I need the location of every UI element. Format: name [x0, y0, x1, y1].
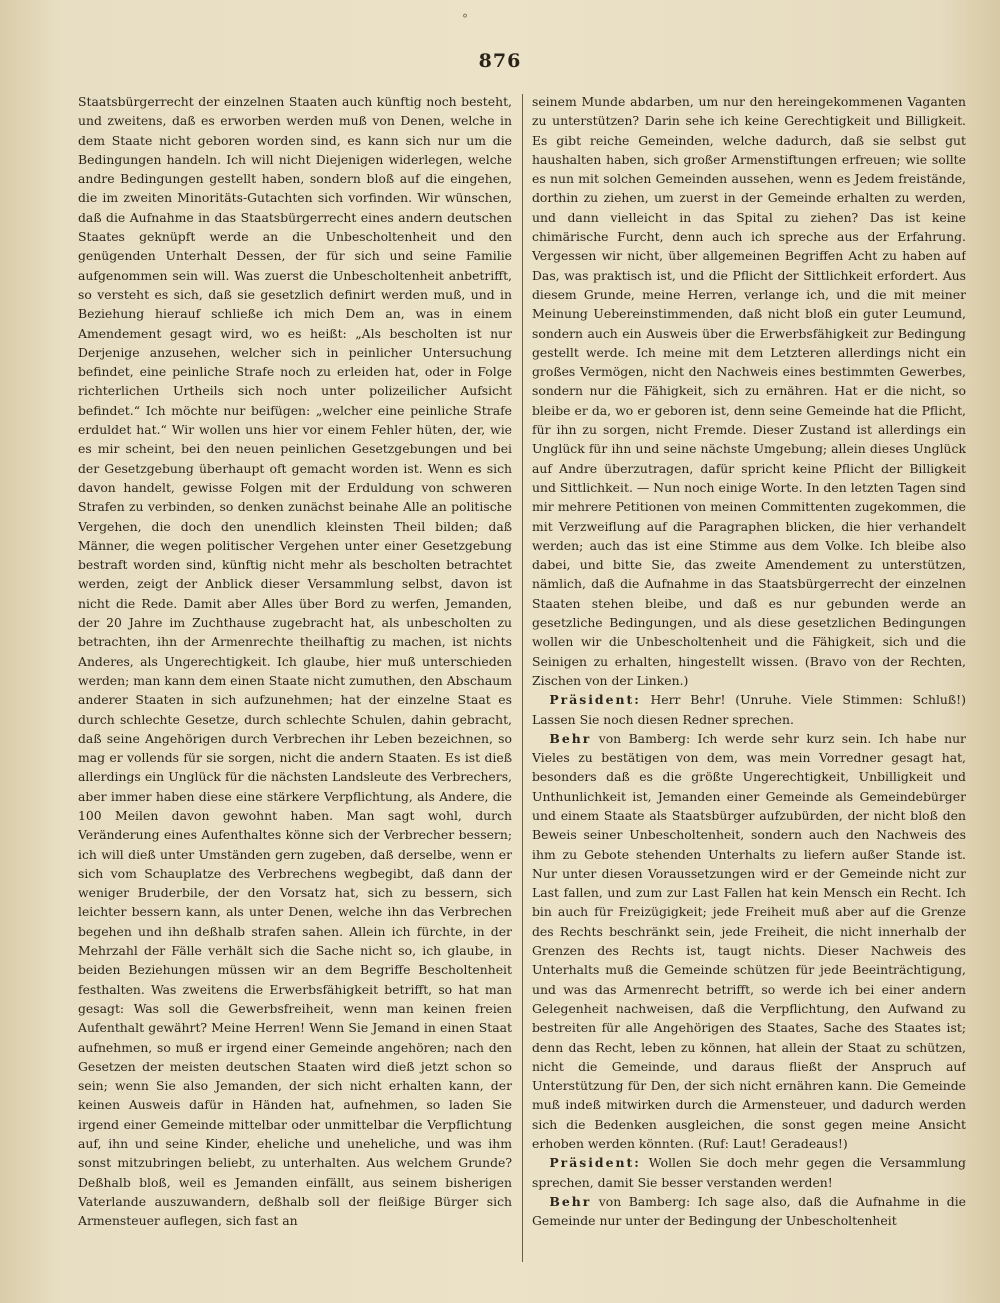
speech-text: Herr Behr! (Unruhe. Viele Stimmen: Schluß!) Lassen Sie noch diesen Redner sprechen. [532, 692, 966, 727]
page-number: 876 [478, 50, 522, 72]
right-column [532, 92, 966, 1267]
column-divider [522, 94, 523, 1262]
paragraph: Staatsbürgerrecht der einzelnen Staaten auch künftig noch besteht, und zweitens, daß es erworben werden muß von Denen, welche in dem Staate nicht geboren worden sind, es kann sich nur um die Bedingungen handeln. Ich will nicht Diejenigen widerlegen, welche andre Bedingungen gestellt haben, sondern bloß auf die eingehen, die im zweiten Minoritäts-Gutachten sich vorfinden. Wir wünschen, daß die Aufnahme in das Staatsbürgerrecht eines andern deutschen Staates geknüpft werde an die Unbescholtenheit und den genügenden Unterhalt Dessen, der für sich und seine Familie aufgenommen sein will. Was zuerst die Unbescholtenheit anbetrifft, so versteht es sich, daß sie gesetzlich definirt werden muß, und in Beziehung hierauf schließe ich mich Dem an, was in einem Amendement gesagt wird, wo es heißt: „Als bescholten ist nur Derjenige anzusehen, welcher sich in peinlicher Untersuchung befindet, eine peinliche Strafe noch zu erleiden hat, oder in Folge richterlichen Urtheils sich noch unter polizeilicher Aufsicht befindet.“ Ich möchte nur beifügen: „welcher eine peinliche Strafe erduldet hat.“ Wir wollen uns hier vor einem Fehler hüten, der, wie es mir scheint, bei den neuen peinlichen Gesetzgebungen und bei der Gesetzgebung überhaupt oft gemacht worden ist. Wenn es sich davon handelt, gewisse Folgen mit der Erduldung von schweren Strafen zu verbinden, so denken zunächst beinahe Alle an politische Vergehen, die doch den unendlich kleinsten Theil bilden; daß Männer, die wegen politischer Vergehen unter einer Gesetzgebung bestraft worden sind, künftig nicht mehr als bescholten betrachtet werden, zeigt der Anblick dieser Versammlung selbst, davon ist nicht die Rede. Damit aber Alles über Bord zu werfen, Jemanden, der 20 Jahre im Zuchthause zugebracht hat, als unbescholten zu betrachten, ihn der Armenrechte theilhaftig zu machen, ist nichts Anderes, als Ungerechtigkeit. Ich glaube, hier muß unterschieden werden; man kann dem einen Staate nicht zumuthen, den Abschaum anderer Staaten in sich aufzunehmen; hat der einzelne Staat es durch schlechte Gesetze, durch schlechte Schulen, dahin gebracht, daß seine Angehörigen durch Verbrechen ihr Leben bezeichnen, so mag er vollends für sie sorgen, nicht die andern Staaten. Es ist dieß allerdings ein Unglück für die nächsten Landsleute des Verbrechers, aber immer haben diese eine stärkere Verpflichtung, als Andere, die 100 Meilen davon gewohnt haben. Man sagt wohl, durch Veränderung eines Aufenthaltes könne sich der Verbrecher bessern; ich will dieß unter Umständen gern zugeben, daß derselbe, wenn er sich vom Schauplatze des Verbrechens wegbegibt, daß dann der weniger Bruderbile, der den Vorsatz hat, sich zu bessern, sich leichter bessern kann, als unter Denen, welche ihn das Verbrechen begehen und ihn deßhalb strafen sahen. Allein ich fürchte, in der Mehrzahl der Fälle verhält sich die Sache nicht so, ich glaube, in beiden Beziehungen müssen wir an dem Begriffe Bescholtenheit festhalten. Was zweitens die Erwerbsfähigkeit betrifft, so hat man gesagt: Was soll die Gewerbsfreiheit, wenn man keinen freien Aufenthalt gewährt? Meine Herren! Wenn Sie Jemand in einen Staat aufnehmen, so muß er irgend einer Gemeinde angehören; nach den Gesetzen der meisten deutschen Staaten wird dieß jetzt schon so sein; wenn Sie also Jemanden, der sich nicht erhalten kann, der keinen Ausweis dafür in Händen hat, aufnehmen, so laden Sie irgend einer Gemeinde mittelbar oder unmittelbar die Verpflichtung auf, ihn und seine Kinder, eheliche und uneheliche, und was ihm sonst mitzubringen beliebt, zu unterhalten. Aus welchem Grunde? Deßhalb bloß, weil es Jemanden einfällt, aus seinem bisherigen Vaterlande auszuwandern, deßhalb soll der fleißige Bürger sich Armensteuer auflegen, sich fast an [78, 94, 512, 1229]
speech-text: von Bamberg: Ich werde sehr kurz sein. Ich habe nur Vieles zu bestätigen von dem, was mein Vorredner gesagt hat, besonders daß es die größte Ungerechtigkeit, Unbilligkeit und Unthunlichkeit ist, Jemanden einer Gemeinde als Gemeindebürger und einem Staate als Staatsbürger aufzubürden, der nicht bloß den Beweis seiner Unbescholtenheit, sondern auch den Nachweis des ihm zu Gebote stehenden Unterhalts zu liefern außer Stande ist. Nur unter diesen Voraussetzungen wird er der Gemeinde nicht zur Last fallen, und zum zur Last Fallen hat kein Mensch ein Recht. Ich bin auch für Freizügigkeit; jede Freiheit muß aber auf die Grenze des Rechts beschränkt sein, jede Freiheit, die nicht innerhalb der Grenzen des Rechts ist, taugt nichts. Dieser Nachweis des Unterhalts muß die Gemeinde schützen für jede Beeinträchtigung, und was das Armenrecht betrifft, so werde ich bei einer andern Gelegenheit nachweisen, daß die Verpflichtung, den Aufwand zu bestreiten für alle Angehörigen des Staates, Sache des Staates ist; denn das Recht, leben zu können, hat allein der Staat zu schützen, nicht die Gemeinde, und daraus fließt der Anspruch auf Unterstützung für Den, der sich nicht ernähren kann. Die Gemeinde muß indeß mitwirken durch die Armensteuer, und dadurch werden sich die Bedenken ausgleichen, die sonst gegen meine Ansicht erhoben werden könnten. (Ruf: Laut! Geradeaus!) [532, 730, 966, 1152]
speech-paragraph [532, 1192, 966, 1231]
top-mark: ° [462, 12, 468, 26]
speech-text: Wollen Sie doch mehr gegen die Versammlung sprechen, damit Sie besser verstanden werden! [532, 1155, 966, 1190]
speech-paragraph [532, 729, 966, 1154]
speaker-name: Präsident: [549, 692, 641, 708]
speech-paragraph [532, 690, 966, 729]
speaker-name: Präsident: [549, 1155, 641, 1171]
speaker-name: Behr [549, 730, 592, 746]
speech-text: von Bamberg: Ich sage also, daß die Aufnahme in die Gemeinde nur unter der Bedingung der Unbescholtenheit [532, 1193, 966, 1229]
speaker-name: Behr [549, 1193, 592, 1209]
speech-paragraph [532, 1153, 966, 1192]
paragraph: seinem Munde abdarben, um nur den hereingekommenen Vaganten zu unterstützen? Darin sehe ich keine Gerechtigkeit und Billigkeit. Es gibt reiche Gemeinden, welche dadurch, daß sie selbst gut haushalten haben, sich großer Armenstiftungen erfreuen; wie sollte es nun mit solchen Gemeinden aussehen, wenn es Jedem freistände, dorthin zu ziehen, um zuerst in der Gemeinde erhalten zu werden, und dann vielleicht in das Spital zu ziehen? Das ist keine chimärische Furcht, denn auch ich spreche aus der Erfahrung. Vergessen wir nicht, über allgemeinen Begriffen Acht zu haben auf Das, was praktisch ist, und die Pflicht der Sittlichkeit erfordert. Aus diesem Grunde, meine Herren, verlange ich, und die mit meiner Meinung Uebereinstimmenden, daß nicht bloß ein guter Leumund, sondern auch ein Ausweis über die Erwerbsfähigkeit zur Bedingung gestellt werde. Ich meine mit dem Letzteren allerdings nicht ein großes Vermögen, nicht den Nachweis eines bestimmten Gewerbes, sondern nur die Fähigkeit, sich zu ernähren. Hat er die nicht, so bleibe er da, wo er geboren ist, denn seine Gemeinde hat die Pflicht, für ihn zu sorgen, nicht Fremde. Dieser Zustand ist allerdings ein Unglück für ihn und seine nächste Umgebung; allein dieses Unglück auf Andre überzutragen, dafür spricht keine Pflicht der Billigkeit und Sittlichkeit. — Nun noch einige Worte. In den letzten Tagen sind mir mehrere Petitionen von meinen Committenten zugekommen, die mit Verzweiflung auf die Paragraphen blicken, die hier verhandelt werden; auch das ist eine Stimme aus dem Volke. Ich bleibe also dabei, und bitte Sie, das zweite Amendement zu unterstützen, nämlich, daß die Aufnahme in das Staatsbürgerrecht der einzelnen Staaten stehen bleibe, und daß es nur gebunden werde an gesetzliche Bedingungen, und als diese gesetzlichen Bedingungen wollen wir die Unbescholtenheit und die Fähigkeit, sich und die Seinigen zu erhalten, hingestellt wissen. (Bravo von der Rechten, Zischen von der Linken.) [532, 94, 966, 688]
left-column [78, 92, 512, 1267]
